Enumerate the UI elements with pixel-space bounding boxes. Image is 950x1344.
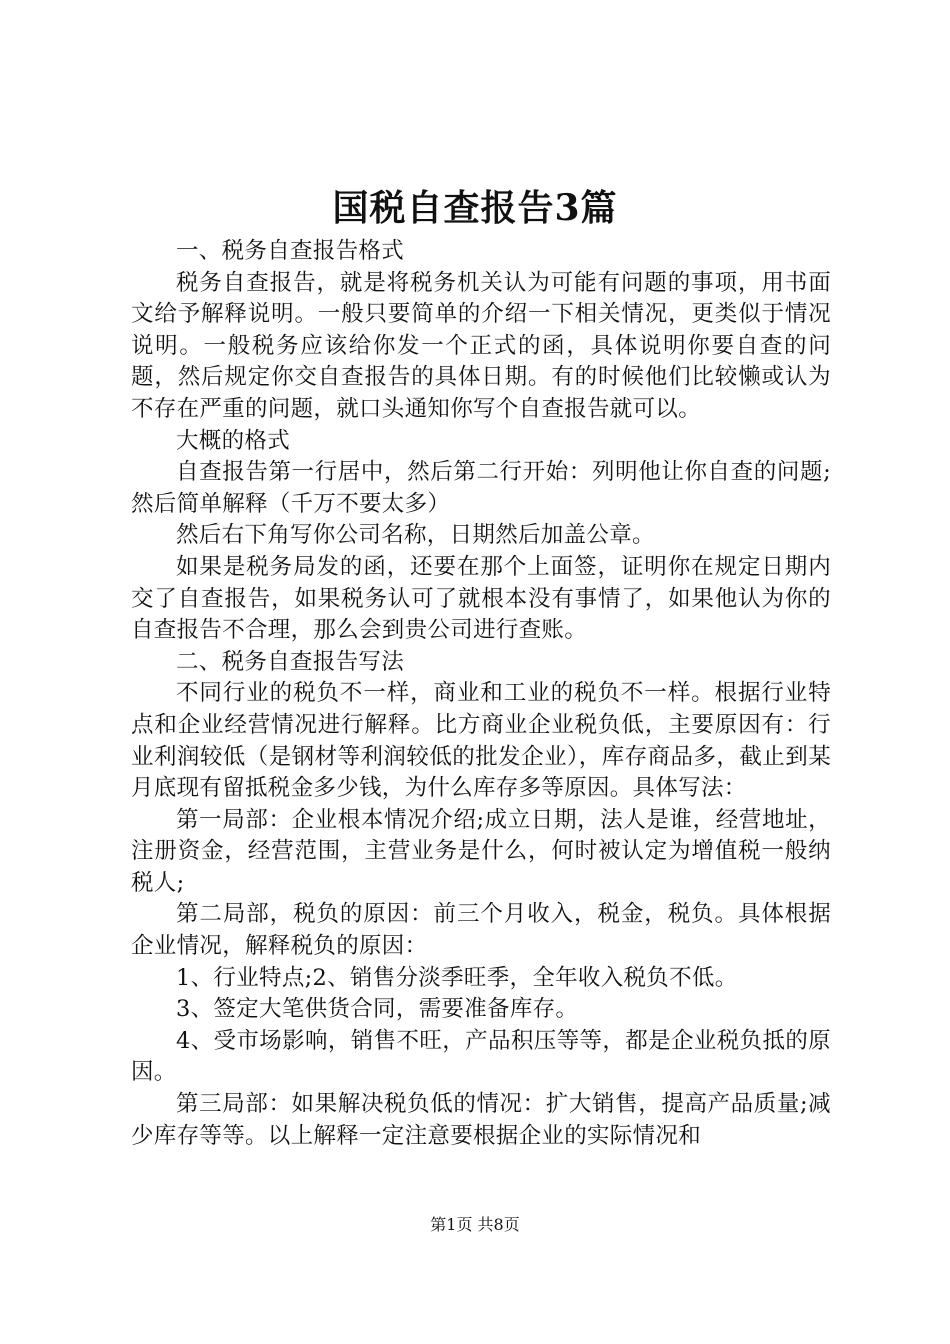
paragraph-signature: 然后右下角写你公司名称，日期然后加盖公章。	[176, 522, 655, 549]
section-heading-writing: 二、税务自查报告写法	[176, 648, 405, 675]
subheading-general-format: 大概的格式	[176, 427, 291, 454]
paragraph-first-line: 自查报告第一行居中，然后第二行开始：列明他让你自查的问题;然后简单解释（千万不要太多）	[131, 459, 831, 517]
paragraph-part-two: 第二局部，税负的原因：前三个月收入，税金，税负。具体根据企业情况，解释税负的原因：	[131, 901, 831, 960]
paragraph-part-one: 第一局部：企业根本情况介绍;成立日期，法人是谁，经营地址，注册资金，经营范围，主营业务是什么，何时被认定为增值税一般纳税人;	[131, 806, 831, 896]
list-item-1-2: 1、行业特点;2、销售分淡季旺季，全年收入税负不低。	[176, 964, 738, 991]
paragraph-part-three: 第三局部：如果解决税负低的情况：扩大销售，提高产品质量;减少库存等等。以上解释一定注意要根据企业的实际情况和	[131, 1091, 831, 1149]
document-title: 国税自查报告3篇	[332, 187, 618, 229]
page-number: 第1页 共8页	[430, 1215, 520, 1234]
paragraph-tax-bureau-letter: 如果是税务局发的函，还要在那个上面签，证明你在规定日期内交了自查报告，如果税务认可了就根本没有事情了，如果他认为你的自查报告不合理，那么会到贵公司进行查账。	[131, 553, 831, 644]
section-heading-format: 一、税务自查报告格式	[176, 238, 405, 264]
list-item-3: 3、签定大笔供货合同，需要准备库存。	[176, 996, 579, 1023]
paragraph-industry-tax: 不同行业的税负不一样，商业和工业的税负不一样。根据行业特点和企业经营情况进行解释。比方商业企业税负低，主要原因有：行业利润较低（是钢材等利润较低的批发企业），库存商品多，截止到某月底现有留抵税金多少钱，为什么库存多等原因。具体写法：	[131, 680, 831, 802]
paragraph-definition: 税务自查报告，就是将税务机关认为可能有问题的事项，用书面文给予解释说明。一般只要简单的介绍一下相关情况，更类似于情况说明。一般税务应该给你发一个正式的函，具体说明你要自查的问题，然后规定你交自查报告的具体日期。有的时候他们比较懒或认为不存在严重的问题，就口头通知你写个自查报告就可以。	[131, 269, 831, 422]
document-body	[131, 236, 831, 1152]
list-item-4: 4、受市场影响，销售不旺，产品积压等等，都是企业税负抵的原因。	[131, 1027, 831, 1086]
